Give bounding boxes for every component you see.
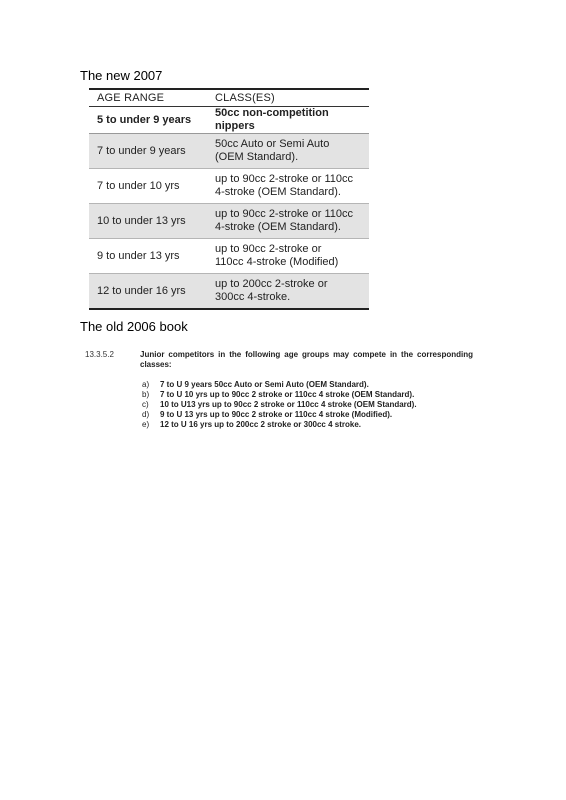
section-number: 13.3.5.2 [85, 350, 114, 359]
classes-line: up to 90cc 2-stroke or [215, 243, 322, 255]
classes-cell: 50cc non-competition nippers [207, 107, 369, 134]
list-marker: c) [142, 400, 149, 409]
classes-line: up to 90cc 2-stroke or 110cc [215, 173, 353, 185]
age-range-cell: 7 to under 9 years [89, 134, 207, 169]
list-item-text: 7 to U 9 years 50cc Auto or Semi Auto (OEM Standard). [160, 380, 369, 389]
classes-line: up to 200cc 2-stroke or [215, 278, 328, 290]
classes-line: 4-stroke (OEM Standard). [215, 186, 341, 198]
section-intro-text: Junior competitors in the following age groups may compete in the corresponding classes: [140, 350, 473, 369]
list-item [142, 380, 417, 390]
age-group-list [142, 380, 417, 430]
table-row [89, 134, 369, 169]
list-item [142, 390, 417, 400]
table-row [89, 169, 369, 204]
list-item-text: 10 to U13 yrs up to 90cc 2 stroke or 110cc 4 stroke (OEM Standard). [160, 400, 417, 409]
classes-line: (OEM Standard). [215, 151, 299, 163]
age-class-table [89, 88, 369, 310]
list-item-text: 9 to U 13 yrs up to 90cc 2 stroke or 110cc 4 stroke (Modified). [160, 410, 393, 419]
table-row [89, 239, 369, 274]
column-header-classes: CLASS(ES) [207, 89, 369, 107]
table-row [89, 204, 369, 239]
new-2007-heading: The new 2007 [80, 68, 163, 83]
classes-cell [207, 169, 369, 204]
old-2006-heading: The old 2006 book [80, 319, 188, 334]
age-range-cell: 10 to under 13 yrs [89, 204, 207, 239]
classes-line: up to 90cc 2-stroke or 110cc [215, 208, 353, 220]
classes-cell [207, 134, 369, 169]
classes-cell [207, 274, 369, 310]
age-range-cell: 5 to under 9 years [89, 107, 207, 134]
classes-line: 110cc 4-stroke (Modified) [215, 256, 339, 268]
classes-line: 50cc Auto or Semi Auto [215, 138, 330, 150]
list-marker: e) [142, 420, 150, 429]
list-marker: b) [142, 390, 150, 399]
column-header-age-range: AGE RANGE [89, 89, 207, 107]
classes-cell [207, 204, 369, 239]
classes-line: 300cc 4-stroke. [215, 291, 291, 303]
table-row [89, 274, 369, 310]
list-item [142, 410, 417, 420]
age-range-cell: 7 to under 10 yrs [89, 169, 207, 204]
list-item [142, 400, 417, 410]
list-marker: a) [142, 380, 150, 389]
classes-cell [207, 239, 369, 274]
table-row [89, 107, 369, 134]
list-item-text: 7 to U 10 yrs up to 90cc 2 stroke or 110cc 4 stroke (OEM Standard). [160, 390, 415, 399]
list-marker: d) [142, 410, 150, 419]
list-item [142, 420, 417, 430]
list-item-text: 12 to U 16 yrs up to 200cc 2 stroke or 300cc 4 stroke. [160, 420, 361, 429]
age-range-cell: 9 to under 13 yrs [89, 239, 207, 274]
age-range-cell: 12 to under 16 yrs [89, 274, 207, 310]
table-header-row [89, 89, 369, 107]
classes-line: 4-stroke (OEM Standard). [215, 221, 341, 233]
